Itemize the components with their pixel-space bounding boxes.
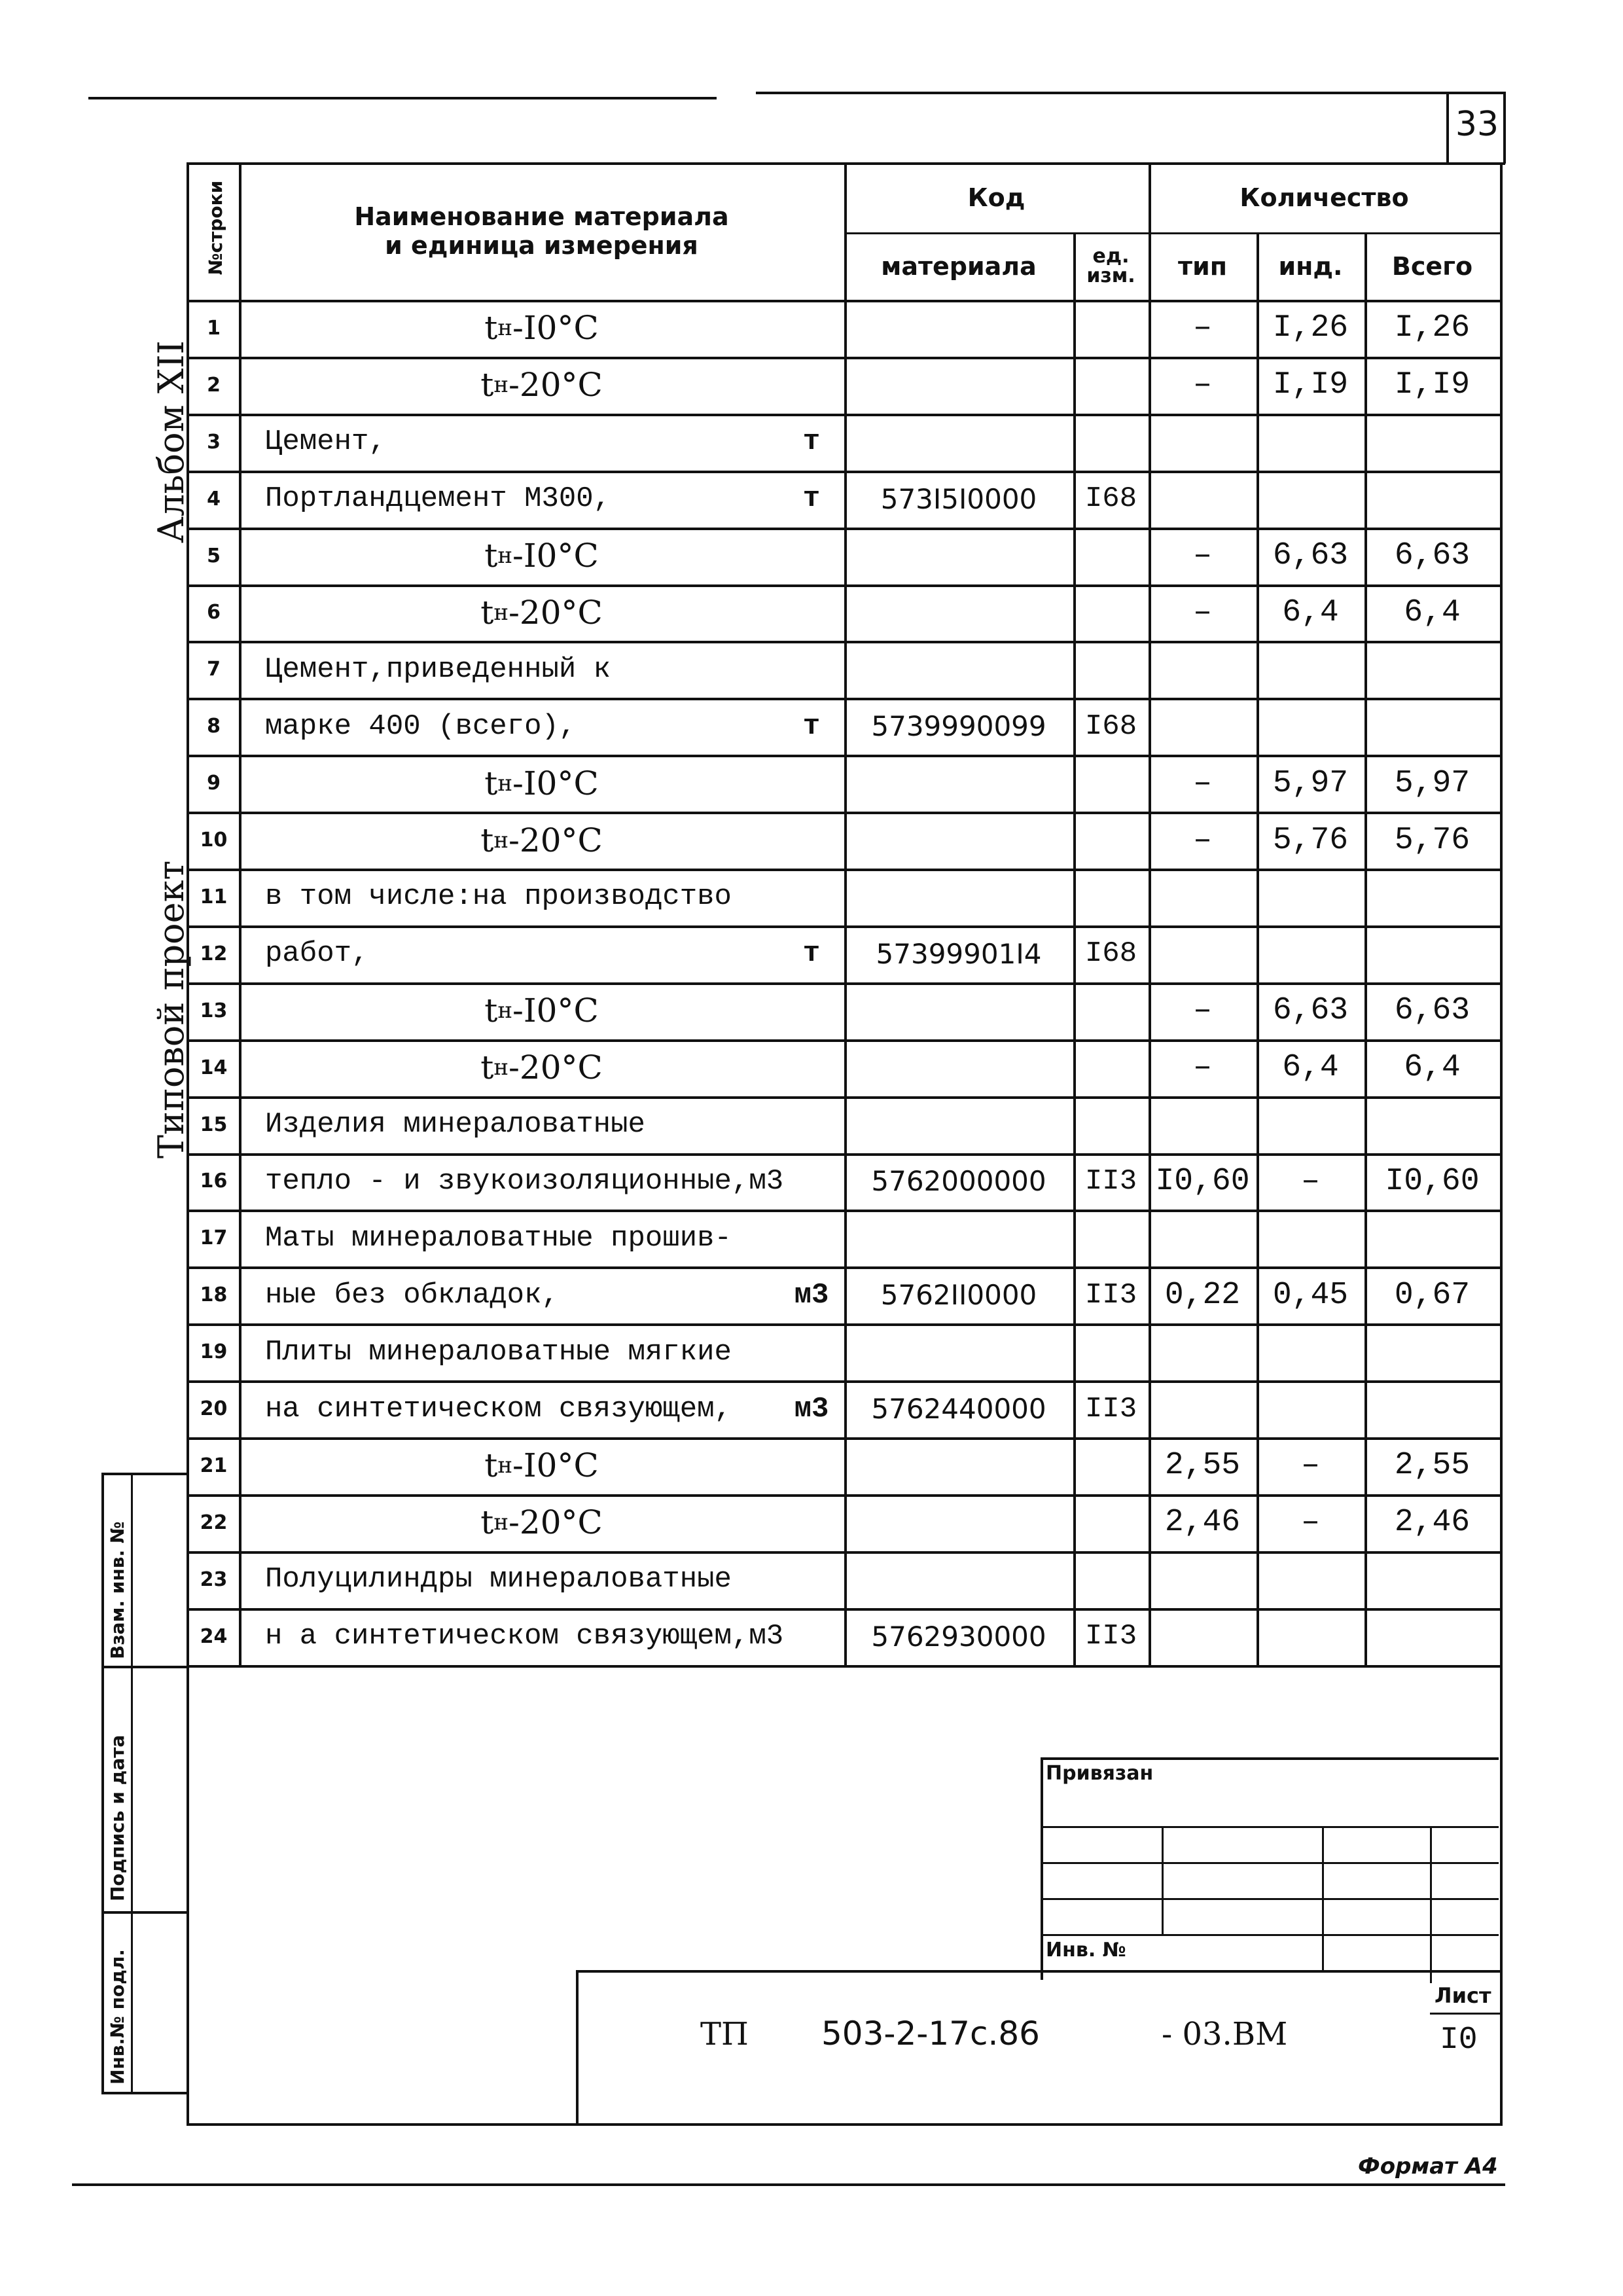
row-number: 24 [200, 1624, 228, 1648]
code-group-header: Код [967, 183, 1026, 212]
temp-subscript: н [493, 599, 508, 626]
unit-code: I68 [1084, 482, 1137, 516]
qty-total [1364, 414, 1500, 471]
temp-subscript: н [493, 372, 508, 399]
temperature-label [239, 357, 844, 414]
temp-symbol: t [480, 1503, 494, 1542]
privyazan-label: Привязан [1046, 1762, 1154, 1785]
temperature-label [239, 982, 844, 1039]
qty-tip [1149, 1608, 1257, 1665]
qty-tip: – [1193, 310, 1212, 346]
temp-symbol: t [484, 309, 498, 348]
qty-tip [1149, 641, 1257, 698]
qty-tip [1149, 471, 1257, 528]
qty-tip: 2,55 [1164, 1448, 1241, 1484]
unit-code [1073, 1323, 1149, 1380]
qty-total: I,I9 [1394, 367, 1471, 403]
temp-symbol: t [484, 1446, 498, 1485]
row-number: 5 [207, 544, 221, 567]
qty-tip [1149, 1096, 1257, 1153]
qty-tip [1149, 1551, 1257, 1608]
material-code [844, 641, 1073, 698]
temperature-label [239, 755, 844, 812]
qty-ind [1257, 1323, 1364, 1380]
qty-ind: I,I9 [1272, 367, 1349, 403]
material-code [844, 414, 1073, 471]
temp-subscript: н [497, 770, 513, 797]
qty-ind [1257, 698, 1364, 755]
unit-code: II3 [1084, 1392, 1137, 1426]
qty-ind: – [1301, 1163, 1320, 1199]
qty-tip: – [1193, 993, 1212, 1029]
temp-value: -I0°C [512, 309, 599, 348]
qty-ind: – [1301, 1505, 1320, 1541]
qty-total [1364, 925, 1500, 982]
row-number: 16 [200, 1170, 228, 1193]
unit-code [1073, 300, 1149, 357]
unit-code: II3 [1084, 1620, 1137, 1653]
qty-ind: 6,63 [1272, 538, 1349, 574]
qty-ind [1257, 641, 1364, 698]
code-unit-header: ед. изм. [1086, 244, 1135, 287]
qty-ind [1257, 414, 1364, 471]
sheet-label: Лист [1435, 1983, 1491, 2008]
row-number: 3 [207, 430, 221, 454]
qty-group-header: Количество [1240, 183, 1409, 212]
material-code [844, 1494, 1073, 1551]
temp-subscript: н [493, 827, 508, 853]
unit-label: т [802, 709, 821, 743]
album-label: Альбом XII [151, 340, 192, 543]
material-code [844, 812, 1073, 869]
unit-code [1073, 528, 1149, 584]
material-code [844, 528, 1073, 584]
qty-total: 0,67 [1394, 1277, 1471, 1313]
qty-ind: 0,45 [1272, 1277, 1349, 1313]
unit-code [1073, 357, 1149, 414]
unit-code [1073, 982, 1149, 1039]
material-code [844, 584, 1073, 641]
unit-code [1073, 869, 1149, 925]
material-code [844, 1210, 1073, 1266]
sign-date-label: Подпись и дата [107, 1734, 128, 1901]
temperature-label [239, 812, 844, 869]
temp-subscript: н [497, 997, 513, 1024]
qty-total: 6,63 [1394, 538, 1471, 574]
row-number: 7 [207, 658, 221, 681]
qty-total [1364, 1323, 1500, 1380]
qty-tip [1149, 869, 1257, 925]
qty-ind [1257, 925, 1364, 982]
qty-total [1364, 1210, 1500, 1266]
name-header [239, 188, 844, 274]
qty-total: 6,4 [1404, 594, 1461, 630]
temperature-label [239, 1494, 844, 1551]
temperature-label [239, 300, 844, 357]
row-number: 17 [200, 1227, 228, 1250]
material-name: ные без обкладок, [265, 1278, 559, 1312]
temp-value: -20°C [508, 366, 603, 404]
unit-code [1073, 1494, 1149, 1551]
unit-code [1073, 584, 1149, 641]
temp-symbol: t [484, 537, 498, 575]
qty-tip [1149, 1323, 1257, 1380]
row-number: 12 [200, 942, 228, 965]
temp-value: -I0°C [512, 992, 599, 1030]
qty-ind [1257, 471, 1364, 528]
qty-ind: 5,97 [1272, 765, 1349, 801]
inv-vzam-label: Взам. инв. № [107, 1521, 128, 1659]
material-code [844, 1437, 1073, 1494]
material-code [844, 982, 1073, 1039]
row-number: 22 [200, 1511, 228, 1534]
material-name: марке 400 (всего), [265, 709, 577, 743]
temp-symbol: t [480, 593, 494, 632]
material-name: на синтетическом связующем, [265, 1392, 732, 1426]
page-number: 33 [1455, 105, 1499, 144]
qty-total: I0,60 [1385, 1163, 1480, 1199]
qty-total [1364, 869, 1500, 925]
material-code: 5739990099 [871, 710, 1046, 743]
qty-ind: – [1301, 1448, 1320, 1484]
unit-code [1073, 414, 1149, 471]
temp-symbol: t [480, 366, 494, 404]
qty-tip: – [1193, 765, 1212, 801]
qty-ind [1257, 1608, 1364, 1665]
temp-value: -20°C [508, 1503, 603, 1542]
row-number: 15 [200, 1113, 228, 1136]
temp-value: -20°C [508, 821, 603, 859]
format-label: Формат А4 [1358, 2153, 1498, 2179]
qty-tip: – [1193, 594, 1212, 630]
qty-ind [1257, 869, 1364, 925]
qty-ind-header: инд. [1278, 251, 1343, 281]
row-number: 9 [207, 772, 221, 795]
unit-label: т [802, 425, 821, 459]
qty-total [1364, 1608, 1500, 1665]
unit-code [1073, 1210, 1149, 1266]
sheet-value: I0 [1440, 2022, 1478, 2058]
qty-tip [1149, 1210, 1257, 1266]
qty-tip [1149, 414, 1257, 471]
material-name: Полуцилиндры минераловатные [265, 1563, 732, 1596]
qty-total: 6,4 [1404, 1050, 1461, 1086]
row-number: 20 [200, 1397, 228, 1421]
unit-code [1073, 1096, 1149, 1153]
row-number: 2 [207, 373, 221, 397]
qty-tip: 2,46 [1164, 1505, 1241, 1541]
temperature-label [239, 584, 844, 641]
qty-ind: I,26 [1272, 310, 1349, 346]
material-code: 5762II0000 [880, 1279, 1037, 1312]
qty-tip [1149, 1380, 1257, 1437]
material-code [844, 1551, 1073, 1608]
code-material-header: материала [881, 251, 1037, 281]
qty-total: 5,97 [1394, 765, 1471, 801]
temp-value: -20°C [508, 593, 603, 632]
name-header-line2: и единица измерения [385, 231, 698, 260]
unit-code [1073, 812, 1149, 869]
temp-symbol: t [480, 821, 494, 859]
name-header-line1: Наименование материала [354, 202, 729, 231]
temp-subscript: н [493, 1509, 508, 1536]
row-number: 8 [207, 715, 221, 738]
temp-value: -I0°C [512, 537, 599, 575]
qty-total: 5,76 [1394, 822, 1471, 858]
material-name: работ, [265, 937, 369, 971]
material-code [844, 1039, 1073, 1096]
qty-tip [1149, 698, 1257, 755]
material-code [844, 1323, 1073, 1380]
unit-label: т [802, 937, 821, 971]
qty-tip [1149, 925, 1257, 982]
qty-total: 2,46 [1394, 1505, 1471, 1541]
material-name: н а синтетическом связующем,м3 [265, 1620, 784, 1653]
unit-code [1073, 1437, 1149, 1494]
unit-code: II3 [1084, 1278, 1137, 1312]
qty-total [1364, 1380, 1500, 1437]
qty-total: 6,63 [1394, 993, 1471, 1029]
material-code: 5762440000 [871, 1393, 1046, 1426]
temp-subscript: н [497, 1452, 513, 1479]
inv-podl-label: Инв.№ подл. [107, 1949, 128, 2085]
unit-label: м3 [794, 1278, 829, 1312]
qty-ind: 6,63 [1272, 993, 1349, 1029]
unit-code [1073, 641, 1149, 698]
row-number: 14 [200, 1056, 228, 1079]
material-code: 57399901I4 [876, 937, 1042, 970]
unit-code: I68 [1084, 709, 1137, 743]
row-number: 4 [207, 487, 221, 511]
qty-tip: – [1193, 538, 1212, 574]
temp-symbol: t [484, 764, 498, 802]
material-name: Плиты минераловатные мягкие [265, 1335, 732, 1369]
temp-subscript: н [497, 315, 513, 342]
material-code: 573I5I0000 [880, 482, 1037, 515]
material-code [844, 300, 1073, 357]
temp-value: -20°C [508, 1049, 603, 1087]
material-name: Портландцемент М300, [265, 482, 611, 516]
doc-prefix: ТП [700, 2016, 749, 2053]
qty-tip: – [1193, 1050, 1212, 1086]
row-number: 1 [207, 316, 221, 340]
qty-ind [1257, 1096, 1364, 1153]
material-name: Маты минераловатные прошив- [265, 1221, 732, 1255]
qty-total [1364, 471, 1500, 528]
qty-ind: 6,4 [1282, 1050, 1339, 1086]
row-number: 13 [200, 999, 228, 1022]
row-number: 11 [200, 885, 228, 908]
unit-label: т [802, 482, 821, 516]
qty-tip: – [1193, 367, 1212, 403]
temp-symbol: t [480, 1049, 494, 1087]
qty-total [1364, 698, 1500, 755]
qty-total: I,26 [1394, 310, 1471, 346]
qty-total [1364, 1096, 1500, 1153]
temperature-label [239, 1437, 844, 1494]
qty-total-header: Всего [1391, 251, 1473, 281]
temp-value: -I0°C [512, 1446, 599, 1485]
row-number-header: №строки [204, 180, 226, 276]
qty-ind: 5,76 [1272, 822, 1349, 858]
material-name: Цемент, [265, 425, 386, 459]
qty-tip: I0,60 [1155, 1163, 1250, 1199]
unit-code [1073, 755, 1149, 812]
material-code: 5762000000 [871, 1165, 1046, 1198]
qty-ind [1257, 1551, 1364, 1608]
material-code [844, 357, 1073, 414]
unit-label: м3 [794, 1392, 829, 1426]
qty-ind [1257, 1210, 1364, 1266]
material-name: Изделия минераловатные [265, 1108, 645, 1141]
qty-total: 2,55 [1394, 1448, 1471, 1484]
temp-value: -I0°C [512, 764, 599, 802]
unit-code: I68 [1084, 937, 1137, 971]
unit-code: II3 [1084, 1164, 1137, 1198]
temp-subscript: н [493, 1054, 508, 1081]
row-number: 18 [200, 1283, 228, 1307]
qty-total [1364, 641, 1500, 698]
material-name: в том числе:на производство [265, 880, 732, 914]
temp-symbol: t [484, 992, 498, 1030]
doc-code: 503-2-17с.86 [821, 2015, 1040, 2053]
qty-tip: – [1193, 822, 1212, 858]
qty-tip: 0,22 [1164, 1277, 1241, 1313]
temperature-label [239, 1039, 844, 1096]
row-number: 21 [200, 1454, 228, 1477]
qty-tip-header: тип [1178, 251, 1227, 281]
material-name: Цемент,приведенный к [265, 653, 611, 686]
temperature-label [239, 528, 844, 584]
qty-ind [1257, 1380, 1364, 1437]
inv-no-label: Инв. № [1046, 1939, 1126, 1962]
material-code [844, 869, 1073, 925]
row-number: 10 [200, 829, 228, 852]
unit-code [1073, 1551, 1149, 1608]
material-code: 5762930000 [871, 1620, 1046, 1653]
row-number: 23 [200, 1568, 228, 1591]
row-number: 19 [200, 1340, 228, 1364]
doc-suffix: - 03.ВМ [1162, 2016, 1288, 2053]
project-label: Типовой проект [151, 860, 192, 1158]
temp-subscript: н [497, 543, 513, 569]
row-number: 6 [207, 601, 221, 624]
material-name: тепло - и звукоизоляционные,м3 [265, 1164, 784, 1198]
qty-total [1364, 1551, 1500, 1608]
unit-code [1073, 1039, 1149, 1096]
material-code [844, 1096, 1073, 1153]
qty-ind: 6,4 [1282, 594, 1339, 630]
material-code [844, 755, 1073, 812]
